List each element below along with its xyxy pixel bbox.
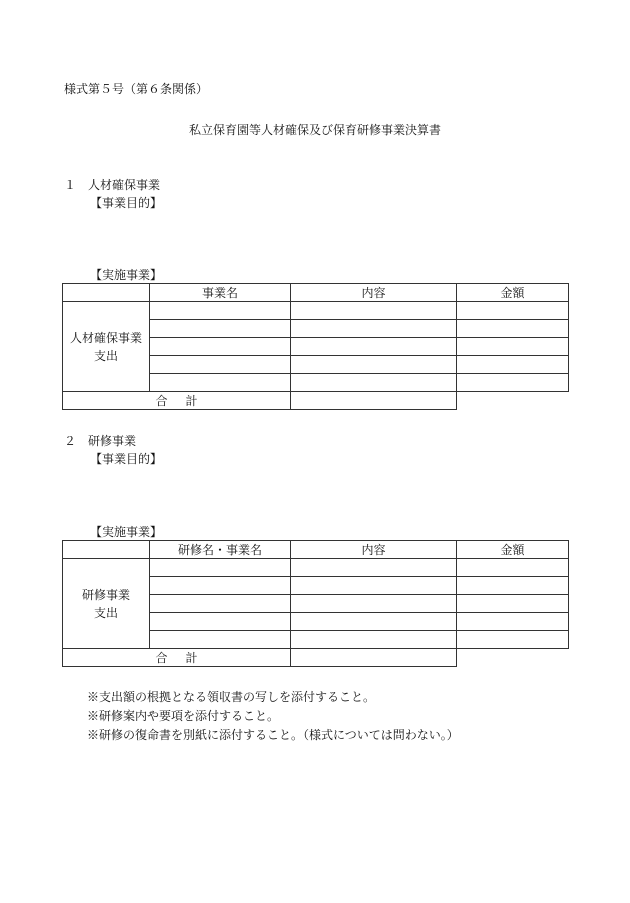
row-header-cell: [63, 302, 150, 392]
row-header-line1: 人材確保事業: [69, 330, 142, 345]
section2-table: [62, 540, 569, 667]
header-cell-project-name: 事業名: [150, 284, 291, 302]
table-cell: [457, 356, 569, 374]
header-cell-amount: 金額: [457, 541, 569, 559]
table-cell: [457, 320, 569, 338]
row-header-line2: 支出: [93, 348, 118, 363]
table-cell: [150, 374, 291, 392]
table-total-row: [63, 392, 569, 410]
row-header-cell: [63, 559, 150, 649]
table-total-row: [63, 649, 569, 667]
table-cell: [291, 595, 457, 613]
table-cell: [150, 577, 291, 595]
table-cell: [457, 613, 569, 631]
note-report: ※研修の復命書を別紙に添付すること。（様式については問わない。）: [87, 728, 459, 742]
table-cell: [150, 356, 291, 374]
header-cell-amount: 金額: [457, 284, 569, 302]
table-cell: [457, 338, 569, 356]
table-cell: [291, 338, 457, 356]
total-label-cell: [63, 649, 291, 667]
table-cell: [150, 613, 291, 631]
table-cell: [150, 338, 291, 356]
header-cell-blank: [63, 284, 150, 302]
table-cell: [457, 631, 569, 649]
form-number: 様式第５号（第６条関係）: [64, 82, 209, 96]
section1-number: １: [64, 178, 77, 192]
total-char-2: 計: [185, 393, 198, 408]
row-header-line1: 研修事業: [81, 587, 130, 602]
header-cell-training-name: 研修名・事業名: [150, 541, 291, 559]
header-cell-blank: [63, 541, 150, 559]
table-cell: [150, 320, 291, 338]
section2-title: 研修事業: [88, 434, 137, 448]
table-cell: [150, 631, 291, 649]
section1-purpose-label: 【事業目的】: [90, 196, 163, 210]
total-amount-cell: [291, 392, 457, 410]
total-label-cell: [63, 392, 291, 410]
header-cell-content: 内容: [291, 541, 457, 559]
section1-impl-label: 【実施事業】: [90, 268, 163, 282]
header-cell-content: 内容: [291, 284, 457, 302]
table-header-row: [63, 284, 569, 302]
table-cell: [457, 374, 569, 392]
table-header-row: [63, 541, 569, 559]
table-row: [63, 559, 569, 577]
total-char-1: 合: [155, 393, 168, 408]
table-cell: [291, 356, 457, 374]
table-cell: [150, 595, 291, 613]
table-cell: [291, 631, 457, 649]
total-char-2: 計: [185, 650, 198, 665]
section2-heading: [64, 432, 136, 449]
total-amount-cell: [291, 649, 457, 667]
row-header-line2: 支出: [93, 605, 118, 620]
section2-number: ２: [64, 434, 77, 448]
total-char-1: 合: [155, 650, 168, 665]
table-cell: [291, 320, 457, 338]
section2-impl-label: 【実施事業】: [90, 525, 163, 539]
table-cell: [457, 302, 569, 320]
table-cell: [291, 559, 457, 577]
table-cell: [457, 595, 569, 613]
table-cell: [150, 559, 291, 577]
section1-table: [62, 283, 569, 410]
note-guide: ※研修案内や要項を添付すること。: [87, 709, 280, 723]
section2-purpose-label: 【事業目的】: [90, 452, 163, 466]
table-cell: [457, 559, 569, 577]
section1-title: 人材確保事業: [88, 178, 161, 192]
note-receipt: ※支出額の根拠となる領収書の写しを添付すること。: [87, 690, 376, 704]
document-title: 私立保育園等人材確保及び保育研修事業決算書: [188, 123, 441, 137]
table-row: [63, 302, 569, 320]
table-cell: [291, 577, 457, 595]
section1-heading: [64, 176, 160, 193]
table-cell: [457, 577, 569, 595]
table-cell: [291, 613, 457, 631]
table-cell: [291, 302, 457, 320]
table-cell: [150, 302, 291, 320]
table-cell: [291, 374, 457, 392]
